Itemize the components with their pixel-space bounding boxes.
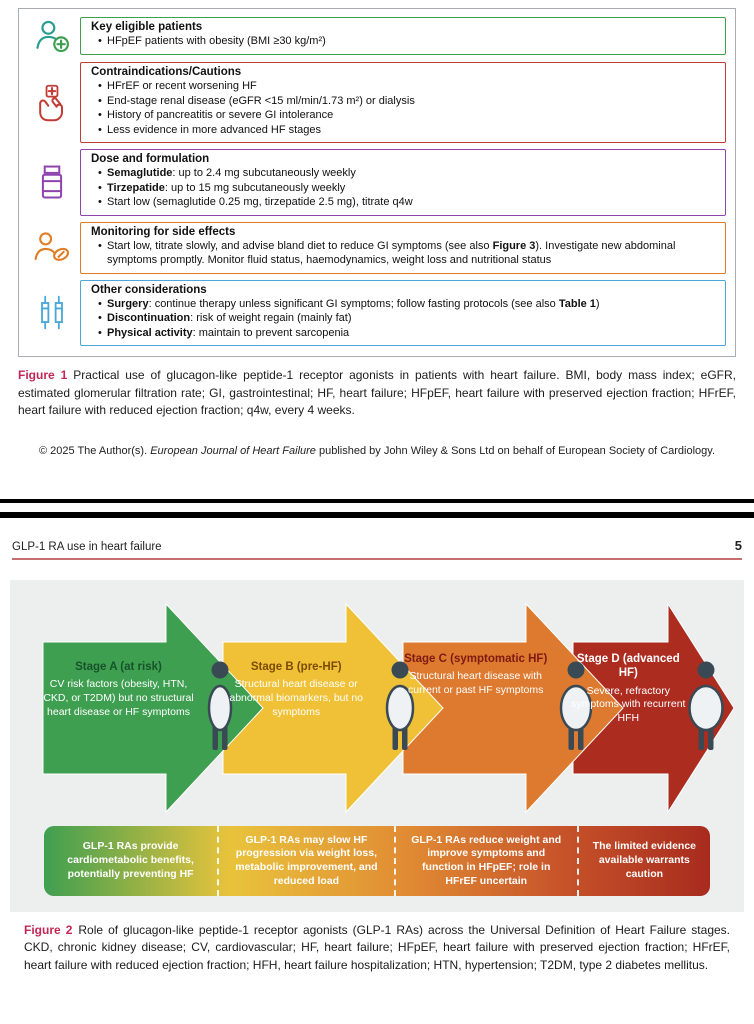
text-segment: HFpEF patients with obesity (BMI ≥30 kg/m²) bbox=[107, 35, 326, 48]
contraindications-box bbox=[80, 62, 726, 143]
contraindications-row bbox=[24, 62, 726, 143]
text-segment: Semaglutide bbox=[107, 167, 173, 180]
bullet-item bbox=[96, 239, 715, 268]
page-gap bbox=[0, 503, 754, 512]
stage-a-text bbox=[36, 660, 201, 719]
bar-cell-stage-b: GLP-1 RAs may slow HF progression via weight loss, metabolic improvement, and reduced load bbox=[217, 826, 393, 896]
text-segment: Table 1 bbox=[558, 297, 596, 310]
stage-d-text bbox=[567, 652, 689, 726]
bullet-item bbox=[96, 123, 715, 138]
text-segment: published by John Wiley & Sons Ltd on behalf of European Society of Cardiology. bbox=[315, 445, 716, 458]
text-segment: ) bbox=[595, 297, 600, 310]
figure-1-label: Figure 1 bbox=[18, 368, 68, 383]
stage-d-body: Severe, refractory symptoms with recurrent HFH bbox=[571, 684, 686, 724]
figure-1-caption-text: Practical use of glucagon-like peptide-1 receptor agonists in patients with heart failure. BMI, body mass index; eGFR, estimated glomerular filtration rate; GI, gastrointestinal; HF, heart failure; HFpEF, heart failure with preserved ejection fraction; HFrEF, heart failure with reduced ejection fraction; q4w, every 4 weeks. bbox=[18, 368, 736, 417]
stage-c-title: Stage C (symptomatic HF) bbox=[404, 652, 548, 665]
bullet-list bbox=[91, 297, 715, 341]
medication-bottle-icon bbox=[24, 162, 80, 202]
stage-b-text bbox=[215, 660, 377, 719]
glp1-role-bar bbox=[44, 826, 710, 896]
running-title: GLP-1 RA use in heart failure bbox=[12, 541, 162, 554]
page-2-running-header bbox=[12, 538, 742, 553]
text-segment: © 2025 The Author(s). bbox=[38, 445, 151, 458]
bullet-item bbox=[96, 166, 715, 181]
figure-1-caption bbox=[18, 367, 736, 419]
figure-2-label: Figure 2 bbox=[24, 922, 73, 937]
bullet-list bbox=[91, 34, 715, 49]
bullet-list bbox=[91, 239, 715, 268]
text-segment: Figure 3 bbox=[492, 239, 536, 252]
other-considerations-row bbox=[24, 280, 726, 347]
text-segment: ). Investigate new abdominal symptoms promptly. Monitor fluid status, haemodynamics, weight loss and nutritional status bbox=[107, 239, 676, 267]
bar-cell-stage-c: GLP-1 RAs reduce weight and improve symptoms and function in HFpEF; role in HFrEF uncertain bbox=[394, 826, 577, 896]
patient-search-icon bbox=[24, 16, 80, 56]
bullet-item bbox=[96, 297, 715, 312]
text-segment: Physical activity bbox=[107, 326, 193, 339]
page-edge-bottom bbox=[0, 512, 754, 518]
text-segment: : continue therapy unless significant GI symptoms; follow fasting protocols (see also bbox=[148, 297, 559, 310]
stage-d-title: Stage D (advanced HF) bbox=[576, 652, 680, 680]
figure-2-caption-text: Role of glucagon-like peptide-1 receptor agonists (GLP-1 RAs) across the Universal Definition of Heart Failure stages. CKD, chronic kidney disease; CV, cardiovascular; HF, heart failure; HFpEF, heart failure with preserved ejection fraction; HFrEF, heart failure with reduced ejection fraction; HFH, heart failure hospitalization; HTN, hypertension; T2DM, type 2 diabetes mellitus. bbox=[24, 922, 730, 972]
key-eligible-patients-box bbox=[80, 17, 726, 55]
text-segment: History of pancreatitis or severe GI intolerance bbox=[107, 109, 334, 122]
dose-formulation-box bbox=[80, 149, 726, 216]
text-segment: HFrEF or recent worsening HF bbox=[107, 80, 257, 92]
figure-1-panel bbox=[18, 8, 736, 357]
figure-2-caption bbox=[24, 922, 730, 974]
text-segment: European Journal of Heart Failure bbox=[150, 445, 316, 458]
dose-row bbox=[24, 149, 726, 216]
figure-1-section bbox=[18, 8, 736, 457]
bullet-item bbox=[96, 181, 715, 196]
hand-cross-icon bbox=[24, 83, 80, 123]
box-title: Dose and formulation bbox=[91, 153, 210, 166]
text-segment: Start low (semaglutide 0.25 mg, tirzepatide 2.5 mg), titrate q4w bbox=[107, 196, 413, 209]
text-segment: Less evidence in more advanced HF stages bbox=[107, 123, 322, 136]
bullet-list bbox=[91, 166, 715, 210]
text-segment: : up to 2.4 mg subcutaneously weekly bbox=[172, 167, 356, 180]
bullet-item bbox=[96, 195, 715, 210]
bullet-item bbox=[96, 34, 715, 49]
bullet-list bbox=[91, 79, 715, 137]
injection-pens-icon bbox=[24, 293, 80, 333]
bullet-item bbox=[96, 94, 715, 109]
text-segment: Discontinuation bbox=[107, 312, 191, 325]
bullet-item bbox=[96, 79, 715, 94]
stage-b-title: Stage B (pre-HF) bbox=[250, 660, 342, 673]
box-title: Contraindications/Cautions bbox=[91, 66, 242, 78]
text-segment: Surgery bbox=[107, 297, 149, 310]
header-rule bbox=[12, 558, 742, 560]
monitoring-box bbox=[80, 222, 726, 274]
patient-pill-icon bbox=[24, 228, 80, 268]
copyright-line bbox=[18, 445, 736, 457]
stage-a-body: CV risk factors (obesity, HTN, CKD, or T2DM) but no structural heart disease or HF symptoms bbox=[43, 678, 194, 718]
stage-arrows-diagram bbox=[18, 594, 736, 822]
text-segment: Tirzepatide bbox=[107, 181, 165, 194]
page-number: 5 bbox=[734, 538, 742, 554]
text-segment: Start low, titrate slowly, and advise bland diet to reduce GI symptoms (see also bbox=[107, 239, 493, 252]
text-segment: : maintain to prevent sarcopenia bbox=[192, 326, 350, 339]
text-segment: : risk of weight regain (mainly fat) bbox=[190, 312, 352, 325]
figure-2-panel bbox=[10, 580, 744, 912]
stage-c-body: Structural heart disease with current or past HF symptoms bbox=[408, 670, 544, 696]
box-title: Monitoring for side effects bbox=[91, 225, 236, 238]
stage-a-title: Stage A (at risk) bbox=[75, 660, 162, 673]
stage-b-body: Structural heart disease or abnormal biomarkers, but no symptoms bbox=[229, 678, 364, 718]
bar-cell-stage-a: GLP-1 RAs provide cardiometabolic benefits, potentially preventing HF bbox=[67, 840, 194, 880]
bullet-item bbox=[96, 311, 715, 326]
bar-cell-stage-d: The limited evidence available warrants caution bbox=[577, 826, 710, 896]
text-segment: End-stage renal disease (eGFR <15 ml/min/1.73 m²) or dialysis bbox=[107, 94, 415, 107]
box-title: Other considerations bbox=[91, 283, 207, 296]
eligible-patients-row bbox=[24, 16, 726, 56]
bullet-item bbox=[96, 108, 715, 123]
other-considerations-box bbox=[80, 280, 726, 347]
page-break bbox=[0, 499, 754, 518]
text-segment: : up to 15 mg subcutaneously weekly bbox=[164, 181, 346, 194]
bullet-item bbox=[96, 326, 715, 341]
box-title: Key eligible patients bbox=[91, 21, 203, 34]
monitoring-row bbox=[24, 222, 726, 274]
stage-c-text bbox=[395, 652, 557, 698]
